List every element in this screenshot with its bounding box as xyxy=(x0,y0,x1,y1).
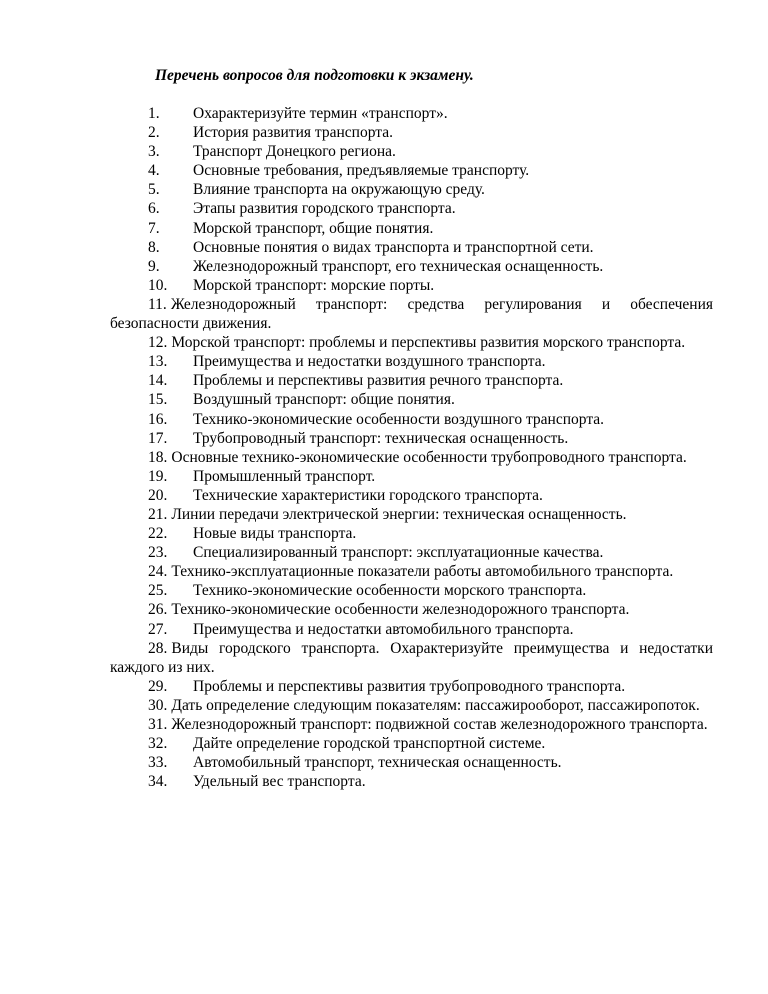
question-number: 8. xyxy=(148,238,160,256)
question-item xyxy=(110,429,713,448)
question-text: Проблемы и перспективы развития трубопроводного транспорта. xyxy=(193,677,626,695)
question-text: Технические характеристики городского транспорта. xyxy=(193,486,543,504)
question-number: 16. xyxy=(148,410,168,428)
question-item xyxy=(110,219,713,238)
question-item xyxy=(110,104,713,123)
question-text: Транспорт Донецкого региона. xyxy=(193,143,396,161)
question-number: 19. xyxy=(148,467,168,485)
question-item xyxy=(110,600,713,619)
question-number: 14. xyxy=(148,372,168,390)
question-number: 24. xyxy=(148,563,168,581)
question-number: 28. xyxy=(148,639,168,657)
question-text: Преимущества и недостатки автомобильного транспорта. xyxy=(193,620,574,638)
question-number: 30. xyxy=(148,696,168,714)
question-item xyxy=(110,410,713,429)
question-text: Основные требования, предъявляемые транспорту. xyxy=(193,162,530,180)
question-item xyxy=(110,295,713,333)
question-text: Железнодорожный транспорт: средства регулирования и обеспечения безопасности движения. xyxy=(110,295,713,333)
question-item xyxy=(110,543,713,562)
question-item xyxy=(110,753,713,772)
question-text: Этапы развития городского транспорта. xyxy=(193,200,456,218)
question-text: Основные технико-экономические особенности трубопроводного транспорта. xyxy=(171,448,687,466)
question-number: 20. xyxy=(148,486,168,504)
question-number: 31. xyxy=(148,716,168,733)
question-item xyxy=(110,734,713,753)
question-number: 27. xyxy=(148,620,168,638)
question-number: 2. xyxy=(148,124,160,142)
question-item xyxy=(110,581,713,600)
question-number: 15. xyxy=(148,391,168,409)
question-number: 5. xyxy=(148,181,160,199)
question-text: Основные понятия о видах транспорта и транспортной сети. xyxy=(193,238,594,256)
question-number: 4. xyxy=(148,162,160,180)
question-item xyxy=(110,524,713,543)
question-number: 11. xyxy=(148,295,167,313)
question-item xyxy=(110,639,713,677)
question-text: Охарактеризуйте термин «транспорт». xyxy=(193,105,448,122)
question-number: 22. xyxy=(148,525,168,543)
question-item xyxy=(110,505,713,524)
question-item xyxy=(110,352,713,371)
question-text: Дайте определение городской транспортной системе. xyxy=(193,735,546,753)
question-number: 32. xyxy=(148,735,168,753)
question-item xyxy=(110,677,713,696)
question-text: Технико-эксплуатационные показатели работы автомобильного транспорта. xyxy=(171,563,674,581)
question-item xyxy=(110,696,713,715)
question-number: 9. xyxy=(148,257,160,275)
question-text: Влияние транспорта на окружающую среду. xyxy=(193,181,485,199)
question-number: 34. xyxy=(148,773,168,791)
question-text: Промышленный транспорт. xyxy=(193,467,376,485)
question-text: Удельный вес транспорта. xyxy=(193,773,366,791)
question-text: Железнодорожный транспорт, его техническая оснащенность. xyxy=(193,257,604,275)
question-item xyxy=(110,467,713,486)
question-number: 10. xyxy=(148,276,168,294)
question-number: 6. xyxy=(148,200,160,218)
question-item xyxy=(110,180,713,199)
question-item xyxy=(110,257,713,276)
question-item xyxy=(110,161,713,180)
question-number: 29. xyxy=(148,677,168,695)
question-number: 25. xyxy=(148,582,168,600)
question-text: Морской транспорт: морские порты. xyxy=(193,276,435,294)
question-text: Трубопроводный транспорт: техническая оснащенность. xyxy=(193,429,569,447)
question-number: 23. xyxy=(148,544,168,562)
question-item xyxy=(110,390,713,409)
question-text: Морской транспорт: проблемы и перспективы развития морского транспорта. xyxy=(171,334,686,352)
question-item xyxy=(110,123,713,142)
question-item xyxy=(110,199,713,218)
question-item xyxy=(110,715,713,734)
question-text: Воздушный транспорт: общие понятия. xyxy=(193,391,455,409)
question-text: Линии передачи электрической энергии: техническая оснащенность. xyxy=(171,505,627,523)
question-number: 21. xyxy=(148,505,168,523)
question-text: Специализированный транспорт: эксплуатационные качества. xyxy=(193,544,604,562)
question-number: 7. xyxy=(148,219,160,237)
question-item xyxy=(110,238,713,257)
question-item xyxy=(110,772,713,791)
question-item xyxy=(110,371,713,390)
question-item xyxy=(110,276,713,295)
question-number: 13. xyxy=(148,353,168,371)
question-item xyxy=(110,486,713,505)
question-text: Технико-экономические особенности железнодорожного транспорта. xyxy=(171,601,630,619)
question-number: 17. xyxy=(148,429,168,447)
question-text: Морской транспорт, общие понятия. xyxy=(193,219,434,237)
question-list xyxy=(110,104,713,791)
question-item xyxy=(110,562,713,581)
question-number: 1. xyxy=(148,105,160,122)
question-text: История развития транспорта. xyxy=(193,124,393,142)
question-text: Технико-экономические особенности морского транспорта. xyxy=(193,582,587,600)
question-text: Технико-экономические особенности воздушного транспорта. xyxy=(193,410,605,428)
question-number: 18. xyxy=(148,448,168,466)
question-text: Новые виды транспорта. xyxy=(193,525,357,543)
question-item xyxy=(110,333,713,352)
question-number: 33. xyxy=(148,754,168,772)
question-text: Проблемы и перспективы развития речного транспорта. xyxy=(193,372,564,390)
question-item xyxy=(110,620,713,639)
question-text: Дать определение следующим показателям: пассажирооборот, пассажиропоток. xyxy=(171,696,700,714)
question-item xyxy=(110,142,713,161)
document-title: Перечень вопросов для подготовки к экзамену. xyxy=(155,67,474,84)
document-page xyxy=(110,66,713,791)
question-text: Виды городского транспорта. Охарактеризуйте преимущества и недостатки каждого из них. xyxy=(110,639,713,676)
question-number: 26. xyxy=(148,601,168,619)
question-text: Преимущества и недостатки воздушного транспорта. xyxy=(193,353,546,371)
question-text: Железнодорожный транспорт: подвижной состав железнодорожного транспорта. xyxy=(171,716,708,733)
question-number: 3. xyxy=(148,143,160,161)
question-text: Автомобильный транспорт, техническая оснащенность. xyxy=(193,754,562,772)
question-item xyxy=(110,448,713,467)
question-number: 12. xyxy=(148,334,168,352)
